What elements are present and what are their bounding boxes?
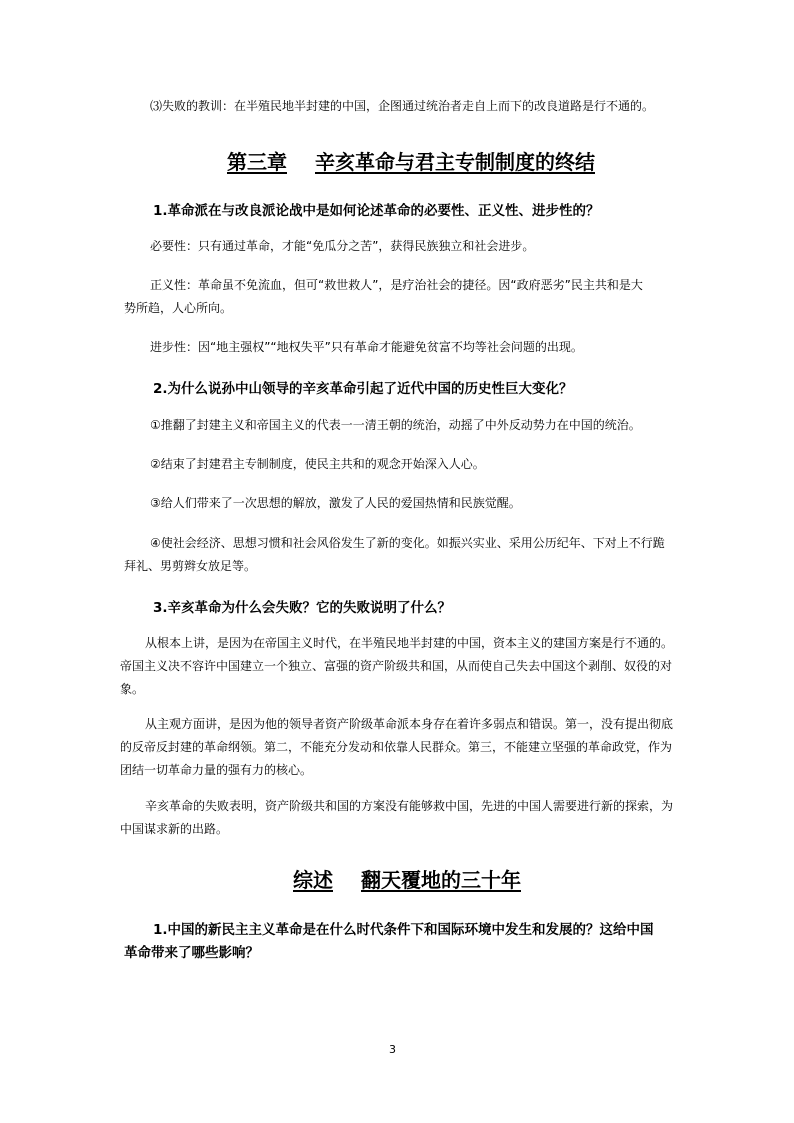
q3-para-3-line-1: 辛亥革命的失败表明，资产阶级共和国的方案没有能够救中国，先进的中国人需要进行新的探索，为 [145,799,674,813]
question-4-line-1: 1.中国的新民主主义革命是在什么时代条件下和国际环境中发生和发展的？这给中国 [153,922,654,938]
q3-para-2-line-2: 的反帝反封建的革命纲领。第二，不能充分发动和依靠人民群众。第三，不能建立坚强的革命政党，作为 [120,740,673,754]
q3-para-1-line-1: 从根本上讲，是因为在帝国主义时代，在半殖民地半封建的中国，资本主义的建国方案是行不通的。 [145,636,674,650]
chapter-label: 第三章 [227,150,287,174]
q1-justice-line-2: 势所趋，人心所向。 [124,301,233,315]
chapter-title: 辛亥革命与君主专制制度的终结 [315,150,595,174]
overview-title: 翻天覆地的三十年 [361,868,521,892]
question-2: 2.为什么说孙中山领导的辛亥革命引起了近代中国的历史性巨大变化？ [153,381,573,397]
q3-para-1-line-2: 帝国主义决不容许中国建立一个独立、富强的资产阶级共和国，从而使自己失去中国这个剥削、奴役的对 [120,659,673,673]
question-4-line-2: 革命带来了哪些影响？ [124,945,259,961]
page-number: 3 [389,1043,396,1056]
overview-heading [293,864,521,893]
q3-para-3-line-2: 中国谋求新的出路。 [120,822,229,836]
intro-line: ⑶失败的教训：在半殖民地半封建的中国，企图通过统治者走自上而下的改良道路是行不通的。 [150,99,655,113]
question-3: 3.辛亥革命为什么会失败？它的失败说明了什么？ [153,600,452,616]
q2-point-1: ①推翻了封建主义和帝国主义的代表一一清王朝的统治，动摇了中外反动势力在中国的统治。 [150,418,641,432]
q2-point-2: ②结束了封建君主专制制度，使民主共和的观念开始深入人心。 [150,457,485,471]
q3-para-2-line-1: 从主观方面讲，是因为他的领导者资产阶级革命派本身存在着许多弱点和错误。第一，没有提出彻底 [145,717,674,731]
q2-point-4-line-1: ④使社会经济、思想习惯和社会风俗发生了新的变化。如振兴实业、采用公历纪年、下对上不行跪 [150,536,665,550]
q1-necessity: 必要性：只有通过革命，才能“免瓜分之苦”，获得民族独立和社会进步。 [150,239,535,253]
q1-justice-line-1: 正义性：革命虽不免流血，但可“救世救人”，是疗治社会的捷径。因“政府恶劣”民主共和是大 [150,278,643,292]
q2-point-4-line-2: 拜礼、男剪辫女放足等。 [124,559,257,573]
q1-progress: 进步性：因“地主强权”“地权失平”只有革命才能避免贫富不均等社会问题的出现。 [150,340,583,354]
overview-label: 综述 [293,868,333,892]
question-1: 1.革命派在与改良派论战中是如何论述革命的必要性、正义性、进步性的？ [153,203,600,219]
chapter-heading [227,146,595,175]
q2-point-3: ③给人们带来了一次思想的解放，激发了人民的爱国热情和民族觉醒。 [150,496,521,510]
q3-para-1-line-3: 象。 [120,682,145,696]
q3-para-2-line-3: 团结一切革命力量的强有力的核心。 [120,763,313,777]
